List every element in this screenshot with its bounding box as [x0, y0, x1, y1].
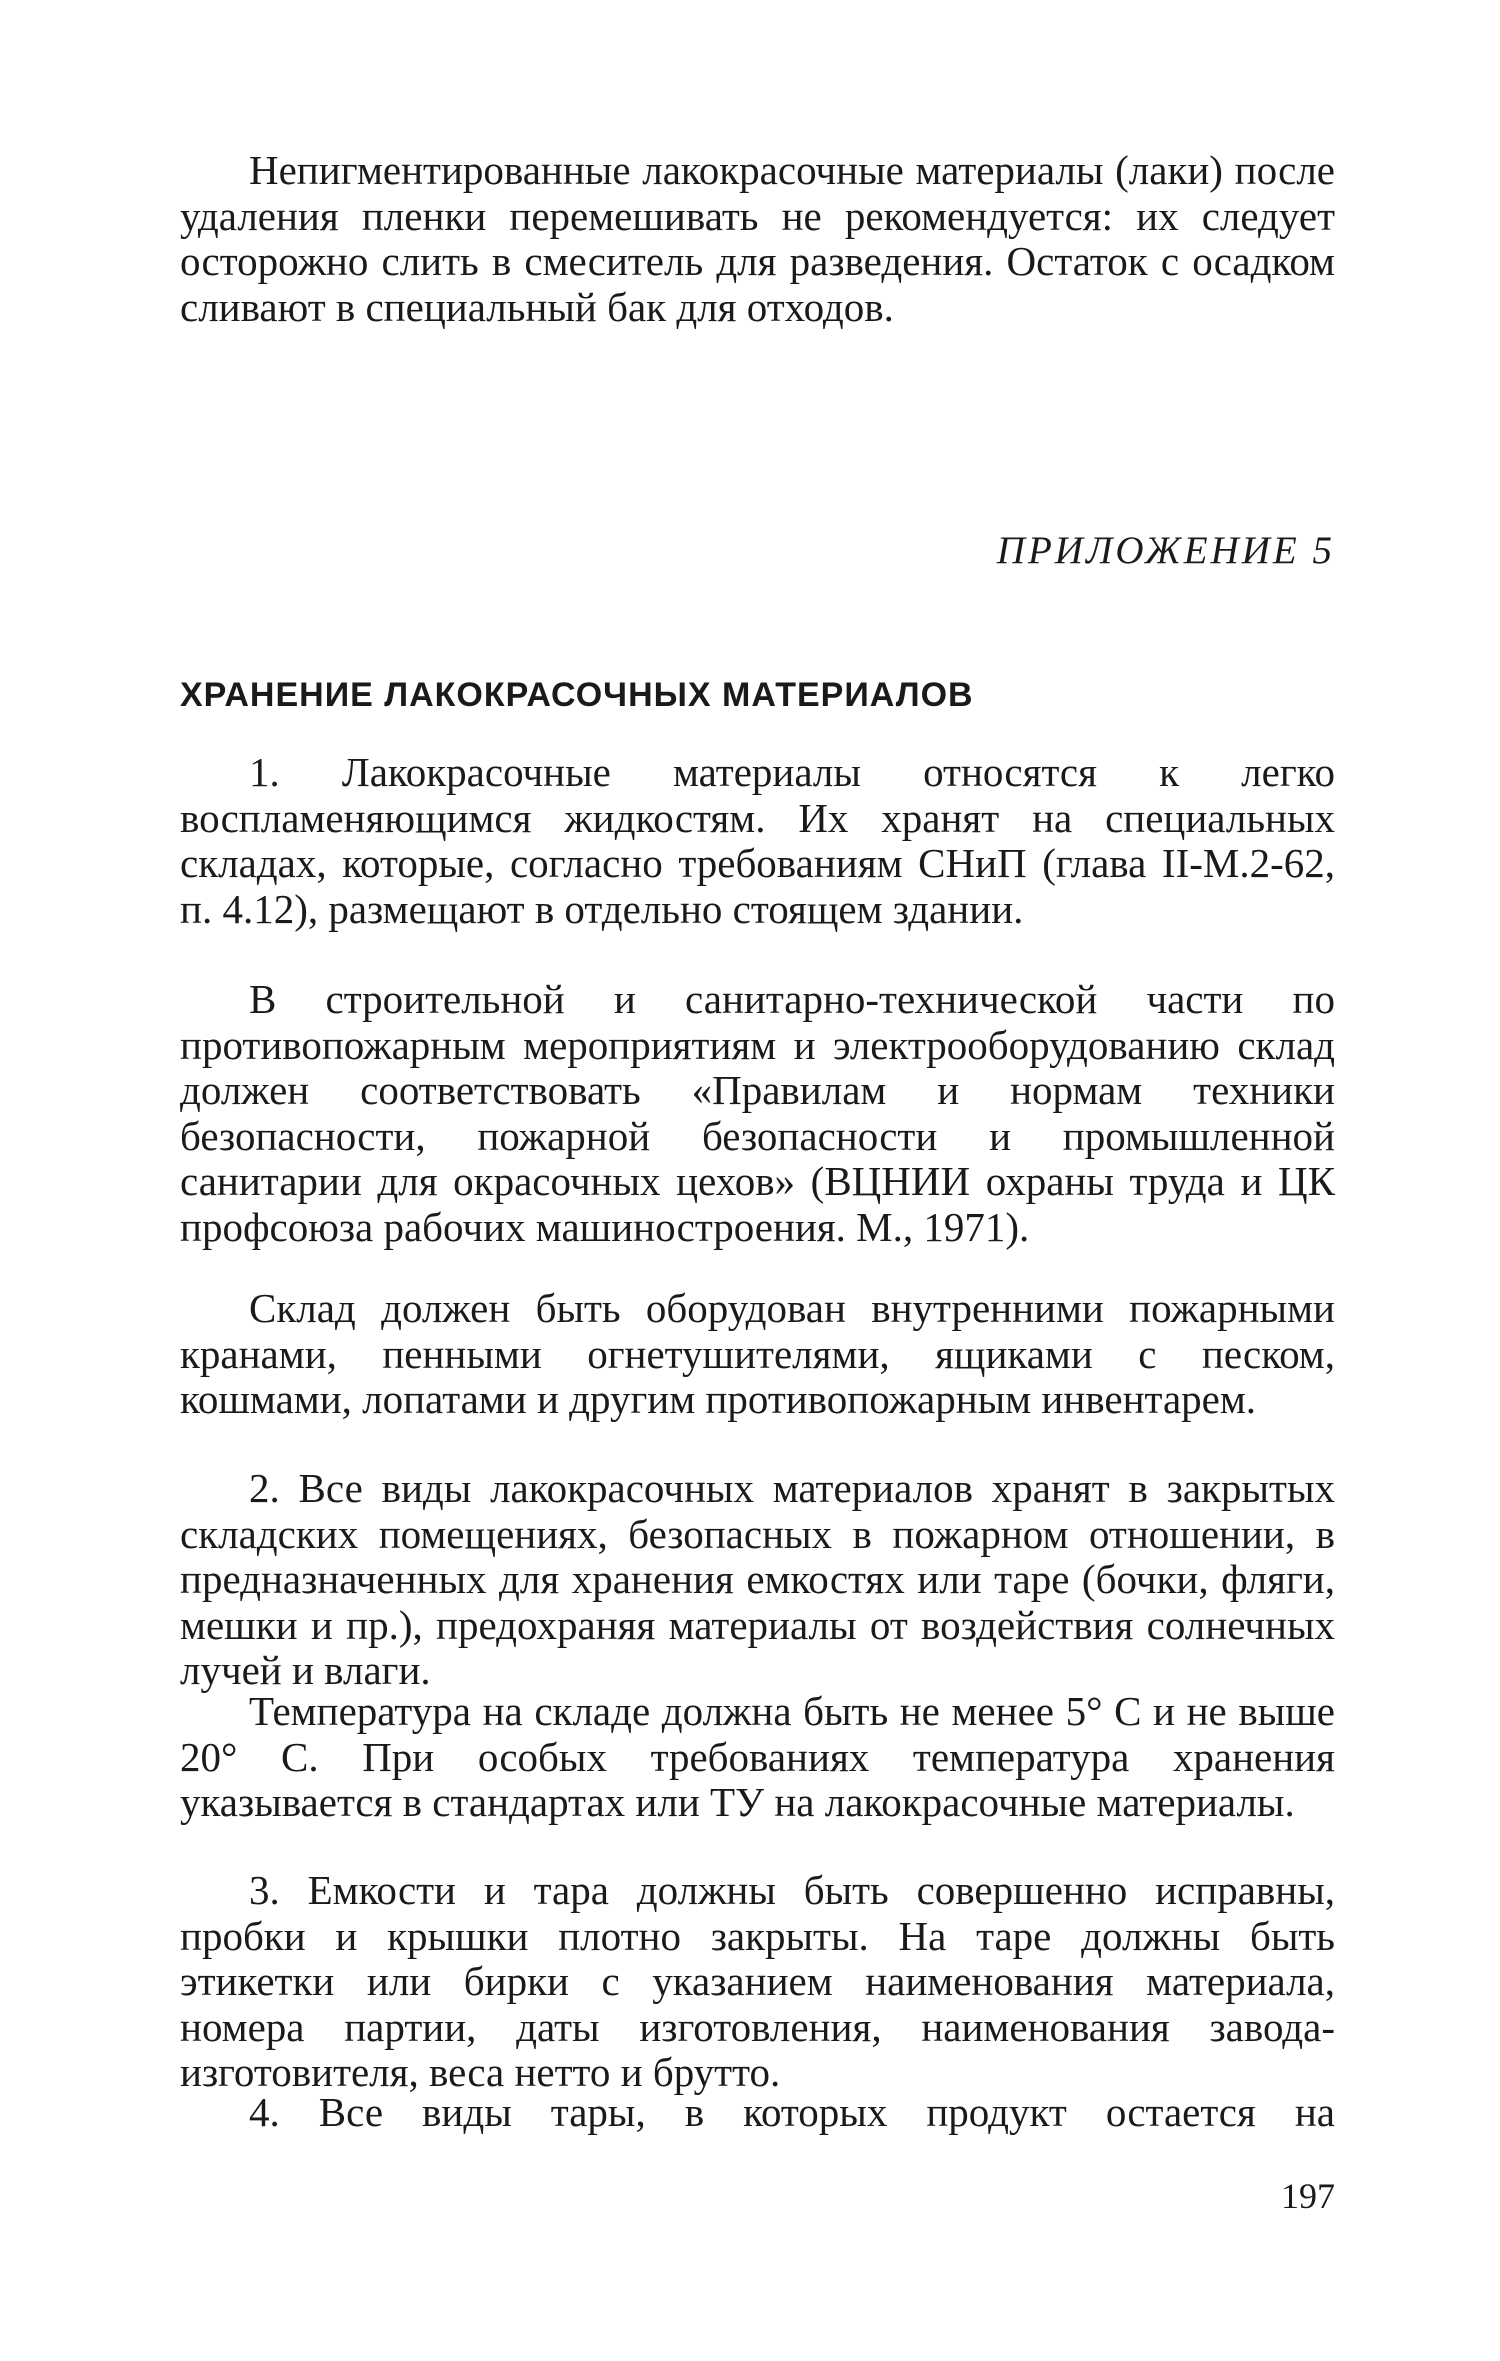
page-number: 197 [1281, 2176, 1335, 2216]
paragraph-3: Склад должен быть оборудован внутренними пожарными кранами, пенными огнетушителями, ящиками с песком, кошмами, лопатами и другим противопожарным инвентарем. [180, 1285, 1335, 1422]
appendix-label: ПРИЛОЖЕНИЕ 5 [996, 529, 1335, 572]
paragraph-4: 2. Все виды лакокрасочных материалов хранят в закрытых складских помещениях, безопасных в пожарном отношении, в предназначенных для хранения емкостях или таре (бочки, фляги, мешки и пр.), предохраняя материалы от воздействия солнечных лучей и влаги. [180, 1465, 1335, 1693]
paragraph-6: 3. Емкости и тара должны быть совершенно исправны, пробки и крышки плотно закрыты. На таре должны быть этикетки или бирки с указанием наименования материала, номера партии, даты изготовления, наименования завода-изготовителя, веса нетто и брутто. [180, 1867, 1335, 2095]
paragraph-1: 1. Лакокрасочные материалы относятся к легко воспламеняющимся жидкостям. Их хранят на специальных складах, которые, согласно требованиям СНиП (глава II-М.2-62, п. 4.12), размещают в отдельно стоящем здании. [180, 749, 1335, 932]
intro-paragraph: Непигментированные лакокрасочные материалы (лаки) после удаления пленки перемешивать не рекомендуется: их следует осторожно слить в смеситель для разведения. Остаток с осадком сливают в специальный бак для отходов. [180, 147, 1335, 330]
paragraph-7: 4. Все виды тары, в которых продукт остается на [249, 2089, 1335, 2135]
paragraph-5: Температура на складе должна быть не менее 5° С и не выше 20° С. При особых требованиях температура хранения указывается в стандартах или ТУ на лакокрасочные материалы. [180, 1688, 1335, 1825]
paragraph-2: В строительной и санитарно-технической части по противопожарным мероприятиям и электрооборудованию склад должен соответствовать «Правилам и нормам техники безопасности, пожарной безопасности и промышленной санитарии для окрасочных цехов» (ВЦНИИ охраны труда и ЦК профсоюза рабочих машиностроения. М., 1971). [180, 976, 1335, 1250]
section-title: ХРАНЕНИЕ ЛАКОКРАСОЧНЫХ МАТЕРИАЛОВ [180, 676, 974, 714]
